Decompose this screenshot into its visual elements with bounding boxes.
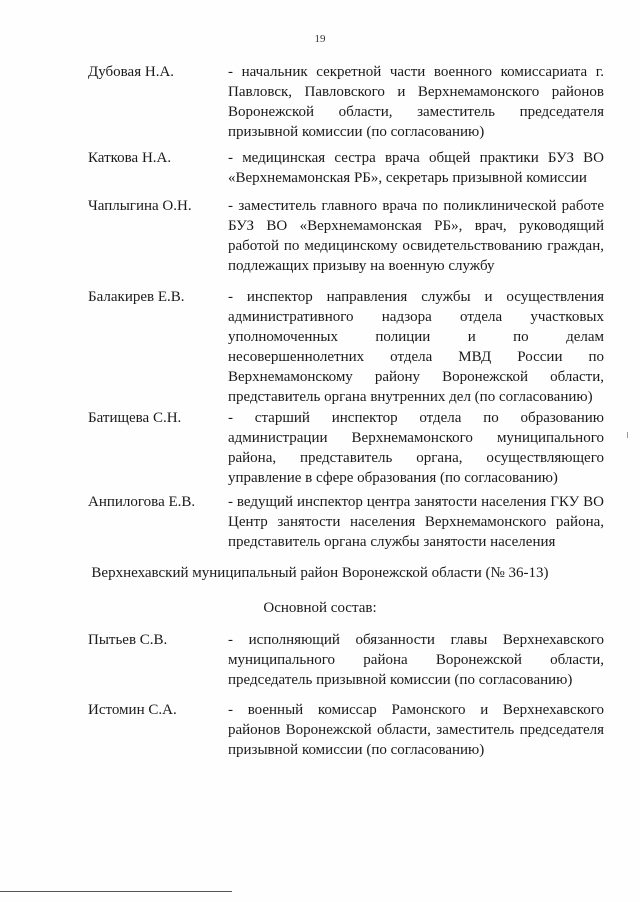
member-name: Анпилогова Е.В. bbox=[88, 494, 196, 510]
scan-margin-mark bbox=[627, 432, 628, 438]
member-name: Батищева С.Н. bbox=[88, 410, 182, 426]
member-name: Каткова Н.А. bbox=[88, 150, 172, 166]
composition-heading: Основной состав: bbox=[263, 600, 377, 616]
member-name: Пытьев С.В. bbox=[88, 632, 168, 648]
member-description: - заместитель главного врача по поликлинической работе БУЗ ВО «Верхнемамонская РБ», врач, руководящий работой по медицинскому освидетельствованию граждан, подлежащих призыву на военную службу bbox=[228, 198, 604, 274]
member-description: - инспектор направления службы и осуществления административного надзора отдела участковых уполномоченных полиции и по делам несовершеннолетних отдела МВД России по Верхнемамонскому району Воронежской области, представитель органа внутренних дел (по согласованию) bbox=[228, 289, 604, 405]
member-description: - исполняющий обязанности главы Верхнехавского муниципального района Воронежской области, председатель призывной комиссии (по согласованию) bbox=[228, 632, 604, 688]
member-name: Дубовая Н.А. bbox=[88, 64, 175, 80]
district-heading: Верхнехавский муниципальный район Воронежской области (№ 36-13) bbox=[91, 565, 549, 581]
member-description: - медицинская сестра врача общей практики БУЗ ВО «Верхнемамонская РБ», секретарь призывной комиссии bbox=[228, 150, 604, 186]
member-description: - начальник секретной части военного комиссариата г. Павловск, Павловского и Верхнемамонского районов Воронежской области, заместитель председателя призывной комиссии (по согласованию) bbox=[228, 64, 604, 140]
member-description: - старший инспектор отдела по образованию администрации Верхнемамонского муниципального района, представитель органа, осуществляющего управление в сфере образования (по согласованию) bbox=[228, 410, 604, 486]
member-name: Истомин С.А. bbox=[88, 702, 177, 718]
member-name: Чаплыгина О.Н. bbox=[88, 198, 192, 214]
member-name: Балакирев Е.В. bbox=[88, 289, 185, 305]
page-number: 19 bbox=[314, 33, 326, 45]
footer-rule bbox=[0, 891, 232, 892]
member-description: - военный комиссар Рамонского и Верхнехавского районов Воронежской области, заместитель председателя призывной комиссии (по согласованию) bbox=[228, 702, 604, 758]
member-description: - ведущий инспектор центра занятости населения ГКУ ВО Центр занятости населения Верхнемамонского района, представитель органа службы занятости населения bbox=[228, 494, 604, 550]
